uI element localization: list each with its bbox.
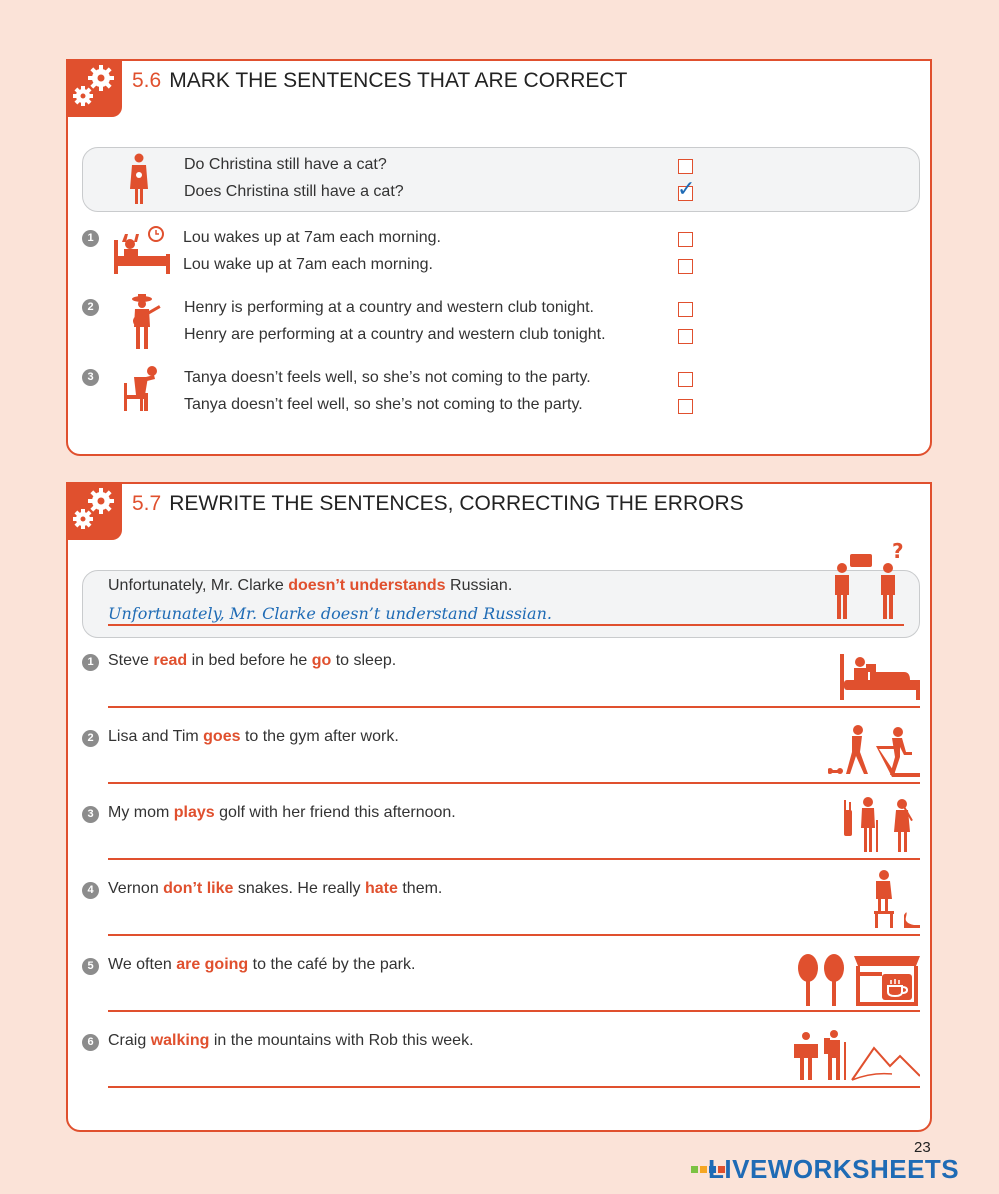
item-1-sentence-a: Lou wakes up at 7am each morning. (183, 229, 441, 246)
sentence-text: Lisa and Tim (108, 728, 204, 745)
item-3-sentence (108, 804, 456, 822)
item-number-badge: 3 (82, 806, 99, 823)
example-checkbox-a[interactable] (678, 159, 693, 174)
exercise-5-7-panel (66, 482, 932, 1132)
logo-text: LIVEWORKSHEETS (708, 1154, 960, 1184)
answer-line[interactable] (108, 782, 920, 784)
trees-cafe-icon (794, 954, 920, 1006)
item-5-sentence (108, 956, 415, 974)
item-2-checkbox-b[interactable] (678, 329, 693, 344)
sentence-text: to sleep. (331, 652, 397, 669)
error-highlight: doesn’t understands (288, 577, 446, 594)
item-number-badge: 3 (82, 369, 99, 386)
error-highlight: go (311, 652, 332, 669)
error-highlight: are going (176, 956, 249, 973)
item-2-checkbox-a[interactable] (678, 302, 693, 317)
gym-exercise-icon (828, 724, 920, 778)
answer-line[interactable] (108, 1086, 920, 1088)
error-highlight: read (153, 652, 188, 669)
section-heading: MARK THE SENTENCES THAT ARE CORRECT (169, 69, 628, 92)
section-number: 5.7 (132, 492, 162, 515)
example-answer: Unfortunately, Mr. Clarke doesn’t understand Russian. (108, 604, 552, 623)
item-3-sentence-a: Tanya doesn’t feels well, so she’s not coming to the party. (184, 369, 591, 386)
answer-line[interactable] (108, 858, 920, 860)
item-1-checkbox-a[interactable] (678, 232, 693, 247)
example-sentence-b: Does Christina still have a cat? (184, 183, 404, 200)
sentence-text: to the café by the park. (248, 956, 416, 973)
item-3-sentence-b: Tanya doesn’t feel well, so she’s not coming to the party. (184, 396, 583, 413)
woman-with-cat-icon (128, 153, 150, 205)
answer-line[interactable] (108, 1010, 920, 1012)
sentence-text: to the gym after work. (240, 728, 399, 745)
check-mark-icon: ✓ (677, 177, 696, 202)
sentence-text: snakes. He really (233, 880, 365, 897)
sick-woman-chair-icon (122, 363, 162, 413)
example-answer-line (108, 624, 904, 626)
item-1-sentence (108, 652, 396, 670)
item-number-badge: 1 (82, 654, 99, 671)
sentence-text: them. (397, 880, 443, 897)
sentence-text: Steve (108, 652, 154, 669)
hikers-mountains-icon (794, 1026, 920, 1082)
bed-alarm-clock-icon (112, 224, 174, 274)
item-4-sentence (108, 880, 442, 898)
section-number: 5.6 (132, 69, 162, 92)
golf-players-icon (842, 796, 922, 854)
svg-text:?: ? (892, 540, 904, 563)
error-highlight: goes (203, 728, 241, 745)
two-people-question-icon (830, 540, 910, 620)
item-number-badge: 6 (82, 1034, 99, 1051)
item-number-badge: 5 (82, 958, 99, 975)
item-3-checkbox-a[interactable] (678, 372, 693, 387)
exercise-5-6-panel (66, 59, 932, 456)
item-1-checkbox-b[interactable] (678, 259, 693, 274)
example-sentence: Unfortunately, Mr. Clarke doesn’t understands Russian. (108, 577, 513, 594)
item-3-checkbox-b[interactable] (678, 399, 693, 414)
section-title (132, 69, 627, 93)
cowboy-guitar-icon (128, 293, 164, 351)
item-6-sentence (108, 1032, 474, 1050)
page-number: 23 (914, 1139, 931, 1156)
sentence-text: in bed before he (187, 652, 312, 669)
sentence-text: Vernon (108, 880, 164, 897)
sentence-text: My mom (108, 804, 174, 821)
reading-in-bed-icon (840, 650, 920, 700)
logo-squares-icon (690, 1165, 708, 1174)
error-highlight: walking (150, 1032, 210, 1049)
liveworksheets-logo (690, 1154, 959, 1186)
item-number-badge: 2 (82, 730, 99, 747)
item-2-sentence-b: Henry are performing at a country and western club tonight. (184, 326, 606, 343)
example-checkbox-b[interactable] (677, 177, 696, 202)
gear-icon (66, 482, 122, 540)
error-highlight: don’t like (163, 880, 234, 897)
item-2-sentence-a: Henry is performing at a country and western club tonight. (184, 299, 594, 316)
error-highlight: plays (173, 804, 215, 821)
gear-icon (66, 59, 122, 117)
error-highlight: hate (365, 880, 398, 897)
man-on-stool-snake-icon (868, 869, 922, 929)
item-number-badge: 2 (82, 299, 99, 316)
example-sentence-a: Do Christina still have a cat? (184, 156, 387, 173)
sentence-text: golf with her friend this afternoon. (214, 804, 456, 821)
section-heading: REWRITE THE SENTENCES, CORRECTING THE ERRORS (169, 492, 744, 515)
item-1-sentence-b: Lou wake up at 7am each morning. (183, 256, 433, 273)
answer-line[interactable] (108, 934, 920, 936)
item-2-sentence (108, 728, 399, 746)
section-title (132, 492, 744, 516)
sentence-text: in the mountains with Rob this week. (209, 1032, 474, 1049)
answer-line[interactable] (108, 706, 920, 708)
sentence-text: Craig (108, 1032, 151, 1049)
item-number-badge: 1 (82, 230, 99, 247)
item-number-badge: 4 (82, 882, 99, 899)
sentence-text: We often (108, 956, 177, 973)
